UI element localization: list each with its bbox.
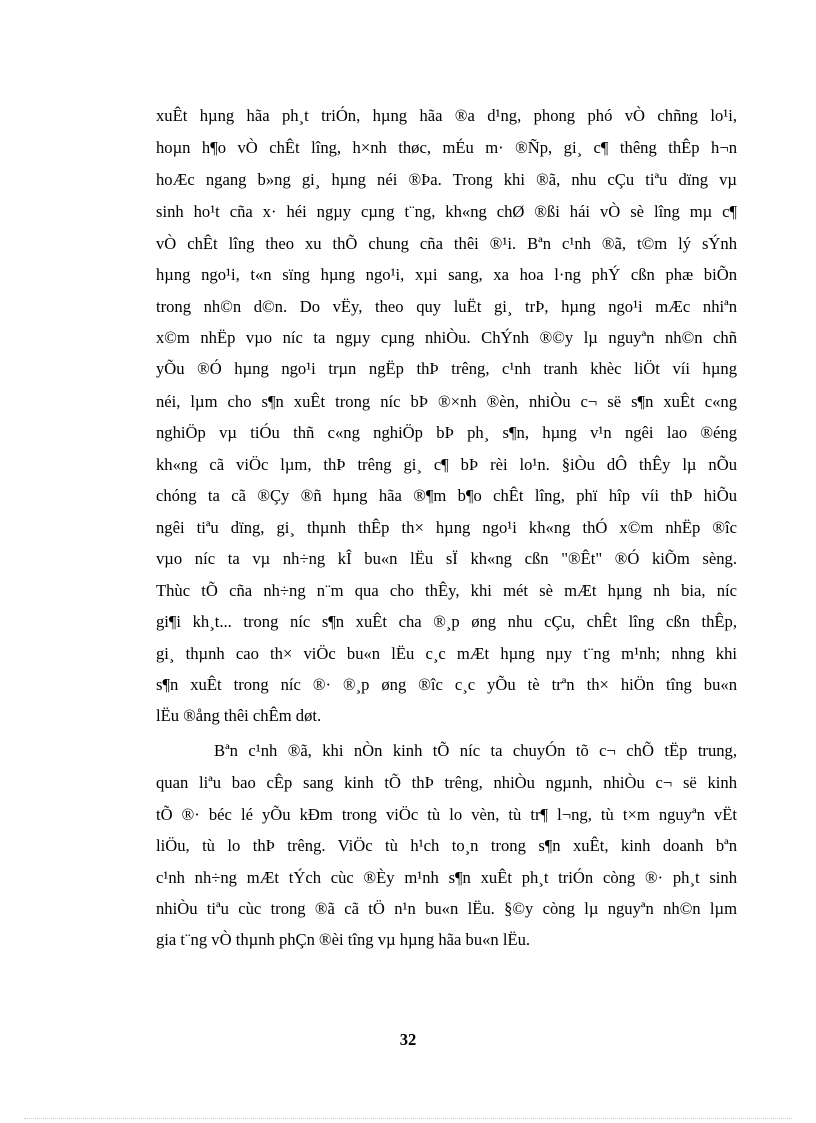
text-line: c¹nh nh÷ng mÆt tÝch cùc ®Èy m¹nh s¶n xuÊt ph¸t triÓn còng ®· ph¸t sinh bbox=[156, 868, 737, 887]
text-line: kh«ng cã viÖc lµm, thÞ trêng gi¸ c¶ bÞ rèi lo¹n. §iÒu dÔ thÊy lµ nÕu bbox=[156, 455, 737, 474]
text-line: nhiÒu tiªu cùc trong ®ã cã tÖ n¹n bu«n lËu. §©y còng lµ nguyªn nh©n lµm bbox=[156, 899, 737, 918]
text-line: vÒ chÊt lîng theo xu thÕ chung cña thêi ®¹i. Bªn c¹nh ®ã, t©m lý sÝnh bbox=[156, 234, 737, 253]
text-line: Thùc tÕ cña nh÷ng n¨m qua cho thÊy, khi mét sè mÆt hµng nh bia, níc bbox=[156, 581, 737, 600]
text-line: néi, lµm cho s¶n xuÊt trong níc bÞ ®×nh ®èn, nhiÒu c¬ së s¶n xuÊt c«ng bbox=[156, 392, 737, 411]
text-line: s¶n xuÊt trong níc ®· ®¸p øng ®îc c¸c yÕu tè trªn th× hiÖn tîng bu«n bbox=[156, 675, 737, 694]
text-line: liÖu, tù lo thÞ trêng. ViÖc tù h¹ch to¸n trong s¶n xuÊt, kinh doanh bªn bbox=[156, 836, 737, 855]
text-line: ngêi tiªu dïng, gi¸ thµnh thÊp th× hµng ngo¹i kh«ng thÓ x©m nhËp ®îc bbox=[156, 518, 737, 537]
text-line: lËu ®ång thêi chÊm døt. bbox=[156, 706, 322, 725]
text-line: trong nh©n d©n. Do vËy, theo quy luËt gi¸ trÞ, hµng ngo¹i mÆc nhiªn bbox=[156, 297, 737, 316]
text-line: yÕu ®Ó hµng ngo¹i trµn ngËp thÞ trêng, c¹nh tranh khèc liÖt víi hµng bbox=[156, 359, 737, 378]
text-line: hµng ngo¹i, t«n sïng hµng ngo¹i, xµi sang, xa hoa l·ng phÝ cßn phæ biÕn bbox=[156, 265, 737, 284]
text-line: nghiÖp vµ tiÓu thñ c«ng nghiÖp bÞ ph¸ s¶n, hµng v¹n ngêi lao ®éng bbox=[156, 423, 737, 442]
text-line: quan liªu bao cÊp sang kinh tÕ thÞ trêng, nhiÒu ngµnh, nhiÒu c¬ së kinh bbox=[156, 773, 737, 792]
text-line: gi¸ thµnh cao th× viÖc bu«n lËu c¸c mÆt hµng nµy t¨ng m¹nh; nhng khi bbox=[156, 644, 737, 663]
text-line: chóng ta cã ®Çy ®ñ hµng hãa ®¶m b¶o chÊt lîng, phï hîp víi thÞ hiÕu bbox=[156, 486, 737, 505]
text-line: sinh ho¹t cña x· héi ngµy cµng t¨ng, kh«ng chØ ®ßi hái vÒ sè lîng mµ c¶ bbox=[156, 202, 737, 221]
text-line: vµo níc ta vµ nh÷ng kÎ bu«n lËu sÏ kh«ng cßn "®Êt" ®Ó kiÕm sèng. bbox=[156, 549, 737, 568]
text-line: gi¶i kh¸t... trong níc s¶n xuÊt cha ®¸p øng nhu cÇu, chÊt lîng cßn thÊp, bbox=[156, 612, 737, 631]
text-line: hoµn h¶o vÒ chÊt lîng, h×nh thøc, mÉu m· ®Ñp, gi¸ c¶ thêng thÊp h¬n bbox=[156, 138, 737, 157]
text-line: hoÆc ngang b»ng gi¸ hµng néi ®Þa. Trong khi ®ã, nhu cÇu tiªu dïng vµ bbox=[156, 170, 737, 189]
page-number: 32 bbox=[399, 1030, 417, 1049]
text-line: xuÊt hµng hãa ph¸t triÓn, hµng hãa ®a d¹ng, phong phó vÒ chñng lo¹i, bbox=[156, 106, 737, 125]
text-line: gia t¨ng vÒ thµnh phÇn ®èi tîng vµ hµng hãa bu«n lËu. bbox=[156, 930, 531, 949]
text-line: tÕ ®· béc lé yÕu kÐm trong viÖc tù lo vèn, tù tr¶ l¬ng, tù t×m nguyªn vËt bbox=[156, 805, 737, 824]
text-line: x©m nhËp vµo níc ta ngµy cµng nhiÒu. ChÝnh ®©y lµ nguyªn nh©n chñ bbox=[156, 328, 737, 347]
text-line: Bªn c¹nh ®ã, khi nÒn kinh tÕ níc ta chuyÓn tõ c¬ chÕ tËp trung, bbox=[214, 741, 737, 760]
footer-divider bbox=[24, 1118, 792, 1119]
